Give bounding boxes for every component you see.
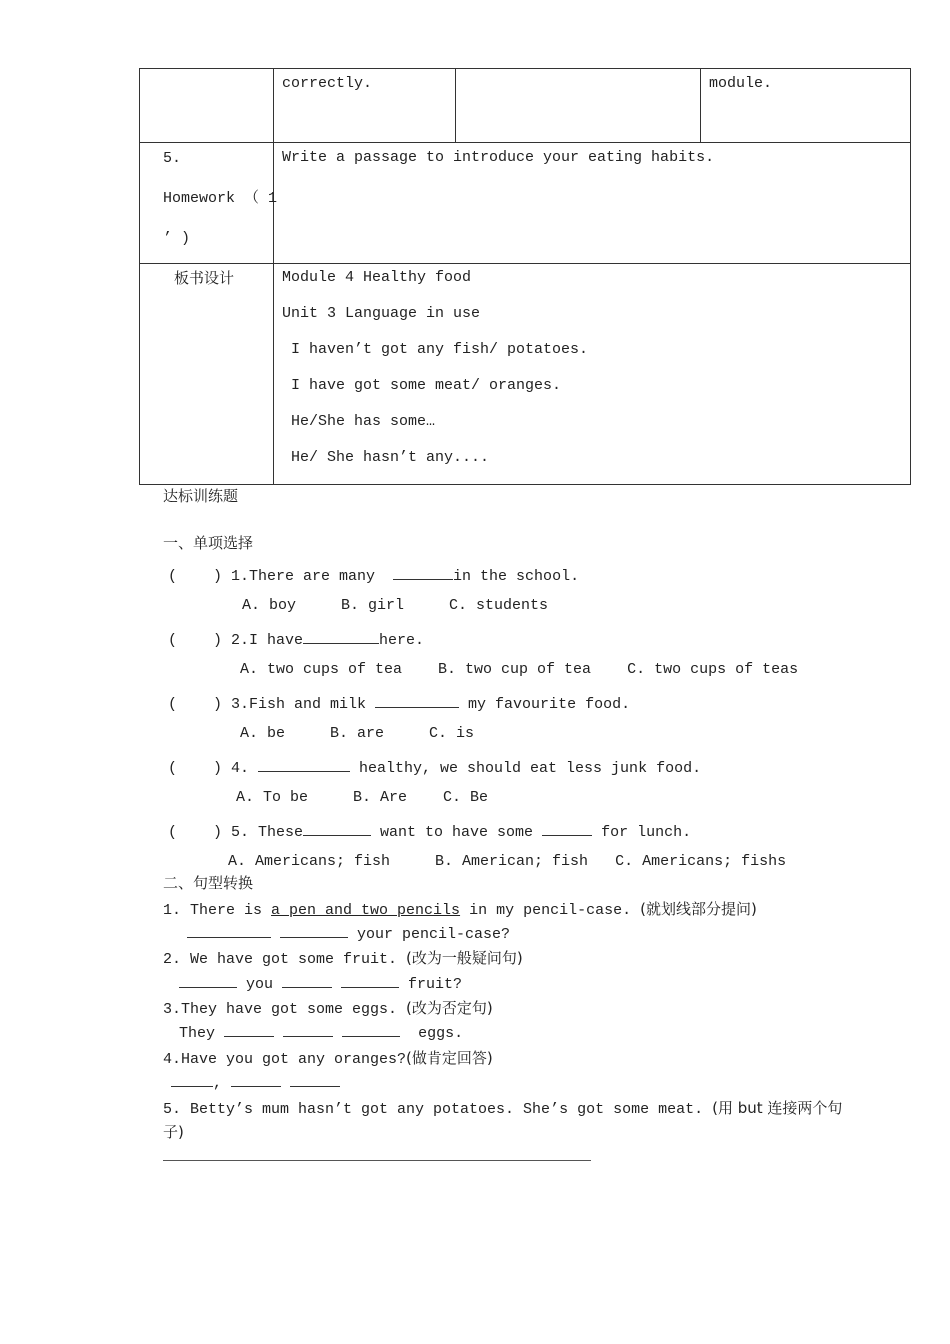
sentence-2: 2. We have got some fruit. (改为一般疑问句) xyxy=(163,949,523,968)
question-5: ( ) 5. These want to have some for lunch. xyxy=(168,821,691,841)
sentence-4-answer: , xyxy=(171,1072,340,1092)
step-label: Homework （ 1 xyxy=(163,190,278,207)
answer-blank xyxy=(393,565,453,580)
cell-text: module. xyxy=(709,75,773,92)
question-3-options: A. be B. are C. is xyxy=(240,725,475,742)
board-line: Unit 3 Language in use xyxy=(282,305,481,322)
question-1-options: A. boy B. girl C. students xyxy=(242,597,549,614)
answer-line xyxy=(163,1160,591,1161)
table-cell xyxy=(701,69,911,143)
board-line: I have got some meat/ oranges. xyxy=(282,377,562,394)
homework-text: Write a passage to introduce your eating habits. xyxy=(282,149,715,166)
sentence-2-answer: you fruit? xyxy=(179,973,462,993)
table-row xyxy=(140,264,911,485)
board-line: He/ She hasn’t any.... xyxy=(282,449,490,466)
answer-blank xyxy=(375,693,459,708)
step-number: 5. xyxy=(163,150,182,167)
board-line: He/She has some… xyxy=(282,413,436,430)
sentence-5-note-tail: 子) xyxy=(163,1123,184,1141)
homework-content-cell xyxy=(274,143,911,264)
sentence-4: 4.Have you got any oranges?(做肯定回答) xyxy=(163,1049,493,1068)
table-row xyxy=(140,143,911,264)
board-design-label: 板书设计 xyxy=(174,269,235,287)
sentence-3-answer: They eggs. xyxy=(179,1022,463,1042)
table-cell xyxy=(456,69,701,143)
step-label-tail: ’ ) xyxy=(163,230,191,247)
question-1: ( ) 1.There are many in the school. xyxy=(168,565,579,585)
part1-heading: 一、单项选择 xyxy=(163,534,254,552)
board-line: I haven’t got any fish/ potatoes. xyxy=(282,341,589,358)
answer-blank xyxy=(258,757,350,772)
answer-blank xyxy=(542,821,592,836)
sentence-3: 3.They have got some eggs. (改为否定句) xyxy=(163,999,493,1018)
question-3: ( ) 3.Fish and milk my favourite food. xyxy=(168,693,630,713)
sentence-1: 1. There is a pen and two pencils in my pencil-case. (就划线部分提问) xyxy=(163,900,757,919)
table-cell xyxy=(274,69,456,143)
section-title: 达标训练题 xyxy=(163,487,239,505)
sentence-5: 5. Betty’s mum hasn’t got any potatoes. She’s got some meat. (用 but 连接两个句 xyxy=(163,1099,843,1118)
underlined-phrase: a pen and two pencils xyxy=(271,902,461,919)
question-5-options: A. Americans; fish B. American; fish C. Americans; fishs xyxy=(228,853,787,870)
board-line: Module 4 Healthy food xyxy=(282,269,472,286)
question-4: ( ) 4. healthy, we should eat less junk food. xyxy=(168,757,701,777)
table-cell xyxy=(140,69,274,143)
lesson-plan-table xyxy=(139,68,911,485)
board-design-label-cell xyxy=(140,264,274,485)
homework-label-cell xyxy=(140,143,278,264)
question-2: ( ) 2.I have here. xyxy=(168,629,424,649)
answer-blank xyxy=(303,629,379,644)
question-2-options: A. two cups of tea B. two cup of tea C. two cups of teas xyxy=(240,661,799,678)
part2-heading: 二、句型转换 xyxy=(163,874,254,892)
cell-text: correctly. xyxy=(282,75,373,92)
answer-blank xyxy=(303,821,371,836)
question-4-options: A. To be B. Are C. Be xyxy=(236,789,489,806)
board-design-content-cell xyxy=(274,264,911,485)
sentence-1-answer: your pencil-case? xyxy=(187,923,510,943)
table-row xyxy=(140,69,911,143)
